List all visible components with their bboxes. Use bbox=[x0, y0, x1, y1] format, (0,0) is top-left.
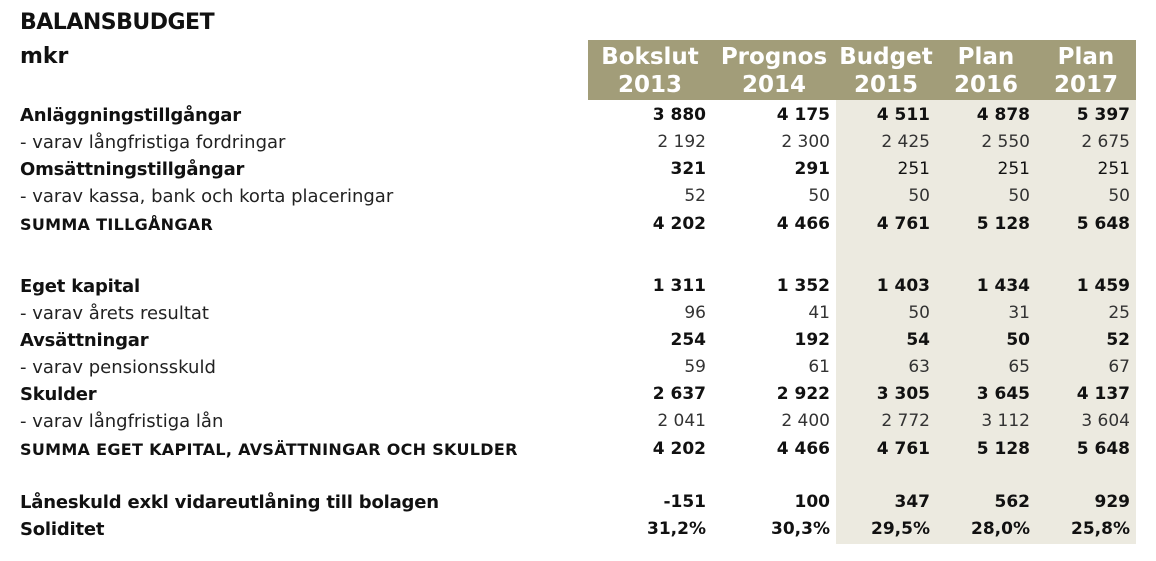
cell-2017: 25,8% bbox=[1071, 519, 1130, 539]
cell-2017: 5 648 bbox=[1076, 214, 1130, 234]
table-row bbox=[0, 490, 1156, 517]
col-header-prognos-2014: Prognos 2014 bbox=[712, 40, 836, 100]
table-row bbox=[0, 328, 1156, 355]
cell-2013: 1 311 bbox=[652, 276, 706, 296]
cell-2015: 50 bbox=[908, 186, 930, 206]
cell-2016: 31 bbox=[1008, 303, 1030, 323]
cell-2017: 929 bbox=[1094, 492, 1130, 512]
row-label: Låneskuld exkl vidareutlåning till bolagen bbox=[20, 492, 439, 513]
table-row bbox=[0, 517, 1156, 544]
col-header-budget-2015: Budget 2015 bbox=[836, 40, 936, 100]
cell-2013: 2 637 bbox=[652, 384, 706, 404]
cell-2014: 4 466 bbox=[776, 214, 830, 234]
cell-2014: 2 400 bbox=[781, 411, 830, 431]
cell-2016: 3 112 bbox=[981, 411, 1030, 431]
row-label: - varav långfristiga lån bbox=[20, 411, 224, 432]
cell-2017: 25 bbox=[1108, 303, 1130, 323]
cell-2017: 50 bbox=[1108, 186, 1130, 206]
cell-2016: 5 128 bbox=[976, 214, 1030, 234]
table-row bbox=[0, 103, 1156, 130]
cell-2016: 562 bbox=[994, 492, 1030, 512]
table-row bbox=[0, 301, 1156, 328]
cell-2013: 4 202 bbox=[652, 439, 706, 459]
cell-2014: 41 bbox=[808, 303, 830, 323]
cell-2014: 61 bbox=[808, 357, 830, 377]
cell-2014: 4 466 bbox=[776, 439, 830, 459]
cell-2013: 96 bbox=[684, 303, 706, 323]
row-label: - varav pensionsskuld bbox=[20, 357, 216, 378]
cell-2013: 2 041 bbox=[657, 411, 706, 431]
cell-2016: 4 878 bbox=[976, 105, 1030, 125]
cell-2014: 2 922 bbox=[776, 384, 830, 404]
page-title: BALANSBUDGET bbox=[20, 10, 215, 35]
cell-2015: 3 305 bbox=[876, 384, 930, 404]
cell-2015: 63 bbox=[908, 357, 930, 377]
cell-2016: 2 550 bbox=[981, 132, 1030, 152]
cell-2015: 50 bbox=[908, 303, 930, 323]
cell-2016: 5 128 bbox=[976, 439, 1030, 459]
row-label: - varav årets resultat bbox=[20, 303, 209, 324]
cell-2013: 4 202 bbox=[652, 214, 706, 234]
cell-2014: 50 bbox=[808, 186, 830, 206]
table-row bbox=[0, 184, 1156, 211]
cell-2017: 251 bbox=[1097, 159, 1130, 179]
cell-2016: 50 bbox=[1006, 330, 1030, 350]
row-label: Omsättningstillgångar bbox=[20, 159, 245, 180]
cell-2014: 2 300 bbox=[781, 132, 830, 152]
cell-2013: 52 bbox=[684, 186, 706, 206]
table-row bbox=[0, 355, 1156, 382]
row-label: - varav kassa, bank och korta placeringar bbox=[20, 186, 394, 207]
cell-2014: 291 bbox=[794, 159, 830, 179]
cell-2015: 29,5% bbox=[871, 519, 930, 539]
table-row bbox=[0, 130, 1156, 157]
row-label: SUMMA EGET KAPITAL, AVSÄTTNINGAR OCH SKULDER bbox=[20, 440, 518, 459]
cell-2016: 50 bbox=[1008, 186, 1030, 206]
cell-2017: 67 bbox=[1108, 357, 1130, 377]
cell-2014: 1 352 bbox=[776, 276, 830, 296]
cell-2014: 192 bbox=[794, 330, 830, 350]
table-row bbox=[0, 437, 1156, 464]
cell-2017: 2 675 bbox=[1081, 132, 1130, 152]
table-row bbox=[0, 157, 1156, 184]
cell-2016: 65 bbox=[1008, 357, 1030, 377]
cell-2013: 31,2% bbox=[647, 519, 706, 539]
cell-2015: 4 511 bbox=[876, 105, 930, 125]
cell-2013: 2 192 bbox=[657, 132, 706, 152]
cell-2015: 347 bbox=[894, 492, 930, 512]
row-label: Anläggningstillgångar bbox=[20, 105, 241, 126]
cell-2015: 2 425 bbox=[881, 132, 930, 152]
cell-2014: 30,3% bbox=[771, 519, 830, 539]
table-row bbox=[0, 409, 1156, 436]
row-label: Soliditet bbox=[20, 519, 105, 540]
col-header-bokslut-2013: Bokslut 2013 bbox=[588, 40, 712, 100]
unit-label: mkr bbox=[20, 44, 69, 69]
cell-2013: -151 bbox=[663, 492, 706, 512]
cell-2014: 100 bbox=[794, 492, 830, 512]
cell-2014: 4 175 bbox=[776, 105, 830, 125]
table-row bbox=[0, 212, 1156, 239]
cell-2013: 59 bbox=[684, 357, 706, 377]
cell-2015: 4 761 bbox=[876, 439, 930, 459]
cell-2017: 5 397 bbox=[1076, 105, 1130, 125]
cell-2017: 4 137 bbox=[1076, 384, 1130, 404]
cell-2015: 1 403 bbox=[876, 276, 930, 296]
cell-2015: 2 772 bbox=[881, 411, 930, 431]
cell-2016: 251 bbox=[997, 159, 1030, 179]
row-label: Skulder bbox=[20, 384, 97, 405]
cell-2015: 4 761 bbox=[876, 214, 930, 234]
cell-2015: 251 bbox=[897, 159, 930, 179]
cell-2017: 52 bbox=[1106, 330, 1130, 350]
col-header-plan-2016: Plan 2016 bbox=[936, 40, 1036, 100]
cell-2017: 1 459 bbox=[1076, 276, 1130, 296]
col-header-plan-2017: Plan 2017 bbox=[1036, 40, 1136, 100]
table-row bbox=[0, 382, 1156, 409]
row-label: Avsättningar bbox=[20, 330, 149, 351]
table-row bbox=[0, 274, 1156, 301]
row-label: SUMMA TILLGÅNGAR bbox=[20, 215, 214, 234]
row-label: - varav långfristiga fordringar bbox=[20, 132, 286, 153]
cell-2013: 3 880 bbox=[652, 105, 706, 125]
cell-2016: 28,0% bbox=[971, 519, 1030, 539]
cell-2017: 3 604 bbox=[1081, 411, 1130, 431]
cell-2013: 254 bbox=[670, 330, 706, 350]
cell-2017: 5 648 bbox=[1076, 439, 1130, 459]
row-label: Eget kapital bbox=[20, 276, 140, 297]
cell-2016: 3 645 bbox=[976, 384, 1030, 404]
cell-2013: 321 bbox=[670, 159, 706, 179]
cell-2016: 1 434 bbox=[976, 276, 1030, 296]
cell-2015: 54 bbox=[906, 330, 930, 350]
